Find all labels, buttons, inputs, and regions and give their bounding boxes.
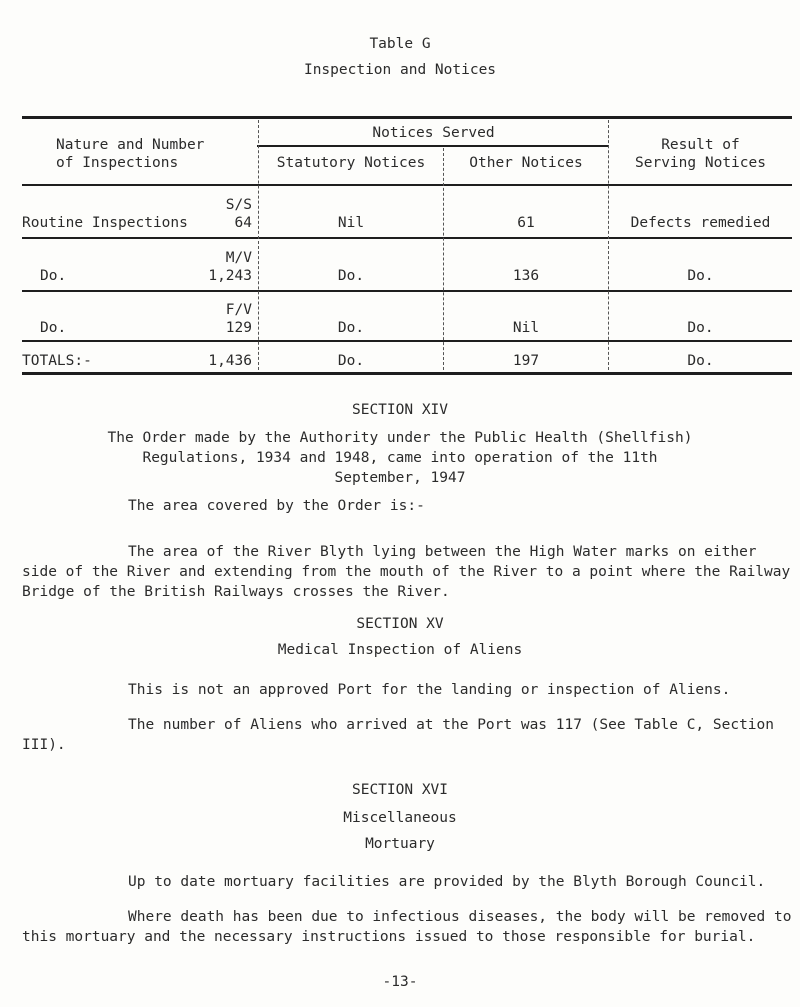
header-notices-served: Notices Served <box>372 125 495 141</box>
table-top-rule <box>22 116 792 119</box>
row-result: Defects remedied <box>630 215 771 231</box>
row-code: F/V <box>225 302 252 318</box>
row-statutory: Nil <box>337 215 365 231</box>
section-16-subheading-mortuary: Mortuary <box>365 836 435 852</box>
header-other: Other Notices <box>469 155 583 171</box>
page-number: -13- <box>382 974 418 990</box>
section-15-paragraph-1: This is not an approved Port for the landing or inspection of Aliens. <box>128 682 731 698</box>
row-rule-2 <box>22 290 792 292</box>
row-statutory: Do. <box>337 268 365 284</box>
row-label: Do. <box>40 320 67 336</box>
notices-divider <box>257 145 609 147</box>
row-code: M/V <box>225 250 252 266</box>
header-result-2: Serving Notices <box>635 155 766 171</box>
row-code: S/S <box>225 197 252 213</box>
header-statutory: Statutory Notices <box>276 155 426 171</box>
section-16-paragraph-1: Up to date mortuary facilities are provided by the Blyth Borough Council. <box>128 874 766 890</box>
totals-other: 197 <box>512 353 540 369</box>
header-nature: Nature and Number <box>56 137 205 153</box>
row-number: 1,243 <box>208 268 252 284</box>
header-result: Result of <box>661 137 740 153</box>
row-result: Do. <box>687 320 714 336</box>
row-label: Do. <box>40 268 67 284</box>
section-14-paragraph-1: The Order made by the Authority under the Public Health (Shellfish) Regulations, 1934 and 1948, came into operation of the 11th September, 1947 <box>107 430 693 486</box>
row-rule-3 <box>22 340 792 342</box>
header-rule <box>22 184 792 186</box>
section-16-paragraph-2: Where death has been due to infectious diseases, the body will be removed to this mortuary and the necessary instructions issued to those responsible for burial. <box>22 909 792 945</box>
totals-result: Do. <box>687 353 714 369</box>
totals-label: TOTALS:- <box>22 353 92 369</box>
row-number: 129 <box>225 320 252 336</box>
section-15-heading: SECTION XV <box>356 616 444 632</box>
section-14-heading: SECTION XIV <box>351 402 449 418</box>
row-result: Do. <box>687 268 714 284</box>
section-15-paragraph-2: The number of Aliens who arrived at the Port was 117 (See Table C, Section III). <box>22 717 775 753</box>
row-rule-1 <box>22 237 792 239</box>
totals-number: 1,436 <box>208 353 252 369</box>
table-title: Table G <box>369 36 431 52</box>
table-bottom-rule <box>22 372 792 375</box>
row-other: 61 <box>517 215 535 231</box>
section-15-subheading: Medical Inspection of Aliens <box>277 642 523 658</box>
section-14-paragraph-2: The area covered by the Order is:- <box>128 498 425 514</box>
section-16-subheading: Miscellaneous <box>343 810 457 826</box>
row-other: 136 <box>512 268 540 284</box>
row-other: Nil <box>512 320 540 336</box>
table-subtitle: Inspection and Notices <box>303 62 497 78</box>
header-nature-2: of Inspections <box>56 155 179 171</box>
section-16-heading: SECTION XVI <box>351 782 449 798</box>
row-statutory: Do. <box>337 320 365 336</box>
totals-statutory: Do. <box>337 353 365 369</box>
inspection-table <box>22 116 792 374</box>
row-number: 64 <box>234 215 252 231</box>
row-label: Routine Inspections <box>22 215 188 231</box>
section-14-paragraph-3: The area of the River Blyth lying between the High Water marks on either side of the River and extending from the mouth of the River to a point where the Railway Bridge of the British Railways crosses the River. <box>22 544 791 600</box>
